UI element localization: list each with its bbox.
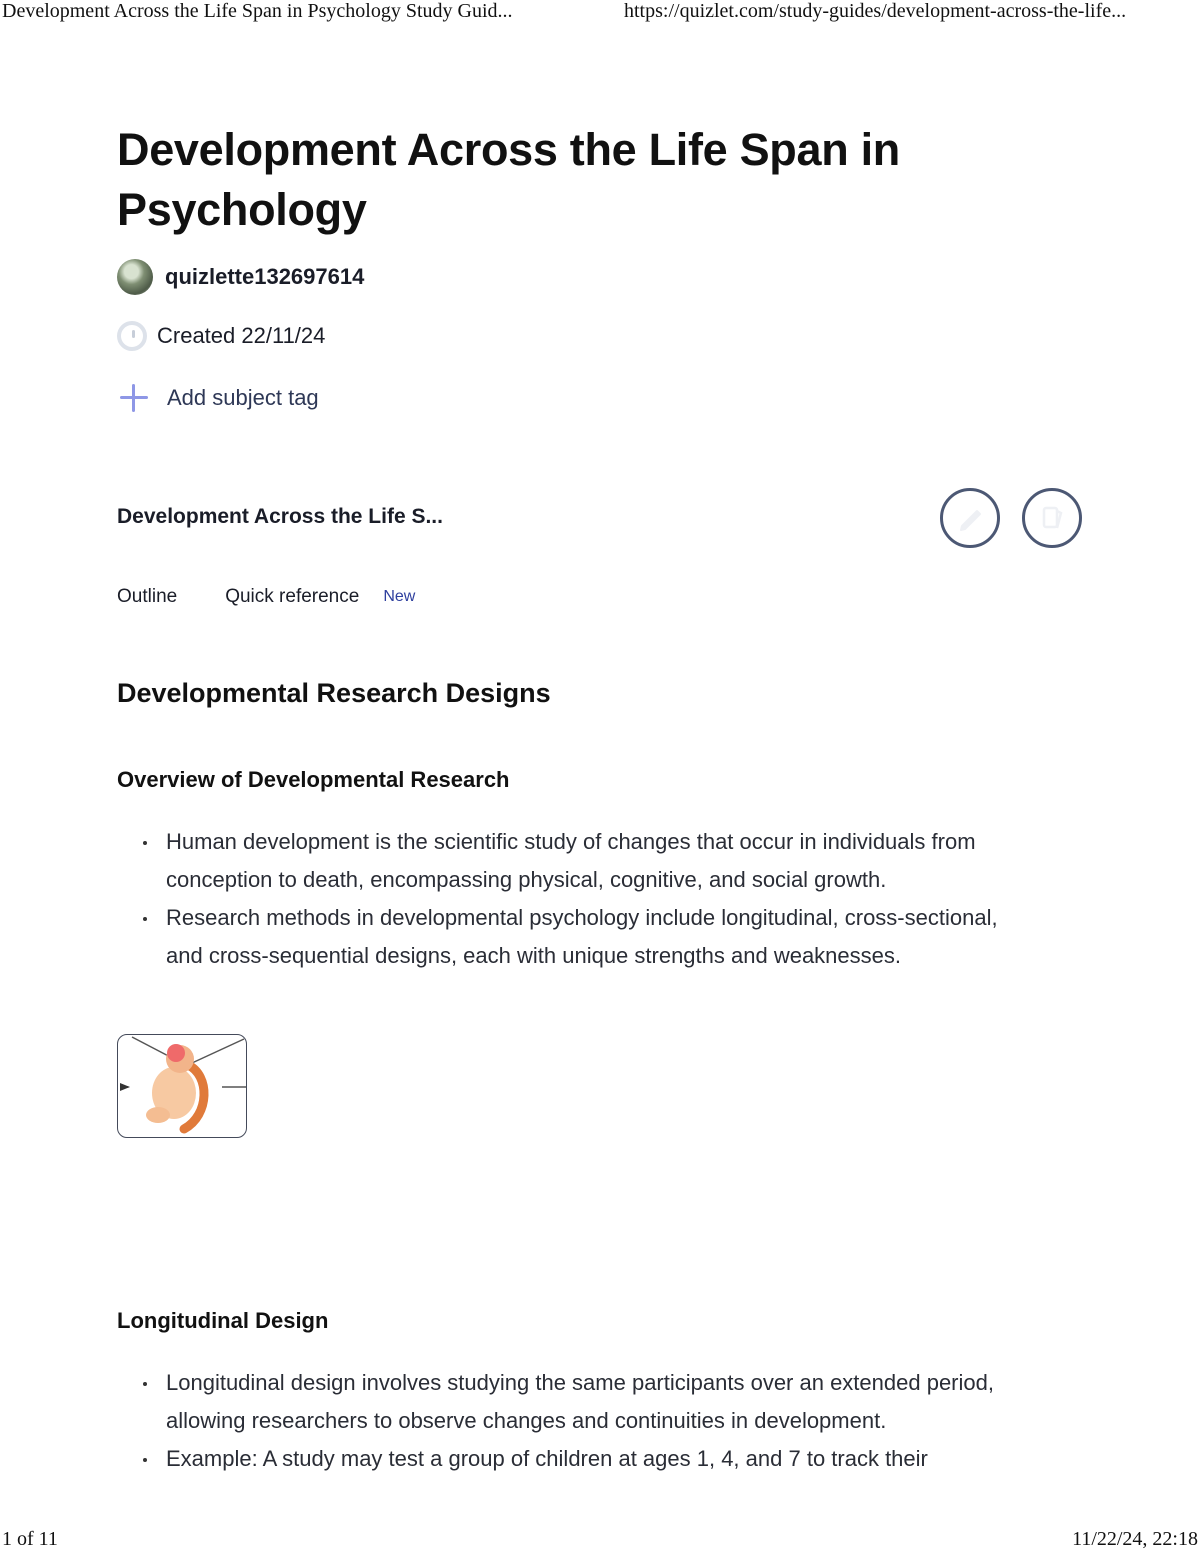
section-title: Developmental Research Designs <box>117 678 551 708</box>
tab-quick-reference[interactable]: Quick reference <box>225 586 360 607</box>
overview-heading: Overview of Developmental Research <box>117 767 510 792</box>
add-subject-tag-label: Add subject tag <box>167 385 319 410</box>
flashcards-button[interactable] <box>1022 488 1082 548</box>
created-date: Created 22/11/24 <box>157 323 326 348</box>
fetus-diagram-thumbnail[interactable] <box>117 1034 247 1138</box>
overview-list <box>117 823 1037 975</box>
longitudinal-heading: Longitudinal Design <box>117 1308 329 1333</box>
flashcards-icon <box>1035 501 1069 535</box>
list-item: Research methods in developmental psychology include longitudinal, cross-sectional, and cross-sequential designs, each with unique strengths and weaknesses. <box>117 899 1037 975</box>
author-name[interactable]: quizlette132697614 <box>165 264 365 289</box>
list-item: Human development is the scientific study of changes that occur in individuals from conception to death, encompassing physical, cognitive, and social growth. <box>117 823 1037 899</box>
list-item: Longitudinal design involves studying the same participants over an extended period, allowing researchers to observe changes and continuities in development. <box>117 1364 1037 1440</box>
print-footer <box>0 1528 1200 1553</box>
page-number: 1 of 11 <box>2 1528 58 1550</box>
plus-icon <box>117 381 151 415</box>
longitudinal-list <box>117 1364 1037 1478</box>
history-icon <box>117 321 147 351</box>
created-row <box>117 321 325 351</box>
author-row[interactable] <box>117 259 364 295</box>
study-guide-name: Development Across the Life S... <box>117 505 443 528</box>
add-subject-tag-button[interactable] <box>117 381 319 415</box>
guide-tabs <box>117 586 415 608</box>
avatar[interactable] <box>117 259 153 295</box>
print-header-url: https://quizlet.com/study-guides/development-across-the-life... <box>624 0 1127 22</box>
print-header <box>0 0 1200 30</box>
print-header-title: Development Across the Life Span in Psychology Study Guid... <box>2 0 513 22</box>
pencil-icon <box>953 501 987 535</box>
edit-button[interactable] <box>940 488 1000 548</box>
list-item: Example: A study may test a group of children at ages 1, 4, and 7 to track their <box>117 1440 1037 1478</box>
page-title: Development Across the Life Span in Psychology <box>117 124 900 235</box>
tab-outline[interactable]: Outline <box>117 586 178 607</box>
new-badge: New <box>383 588 416 605</box>
print-timestamp: 11/22/24, 22:18 <box>1072 1528 1198 1550</box>
fetus-illustration-icon <box>118 1035 247 1138</box>
